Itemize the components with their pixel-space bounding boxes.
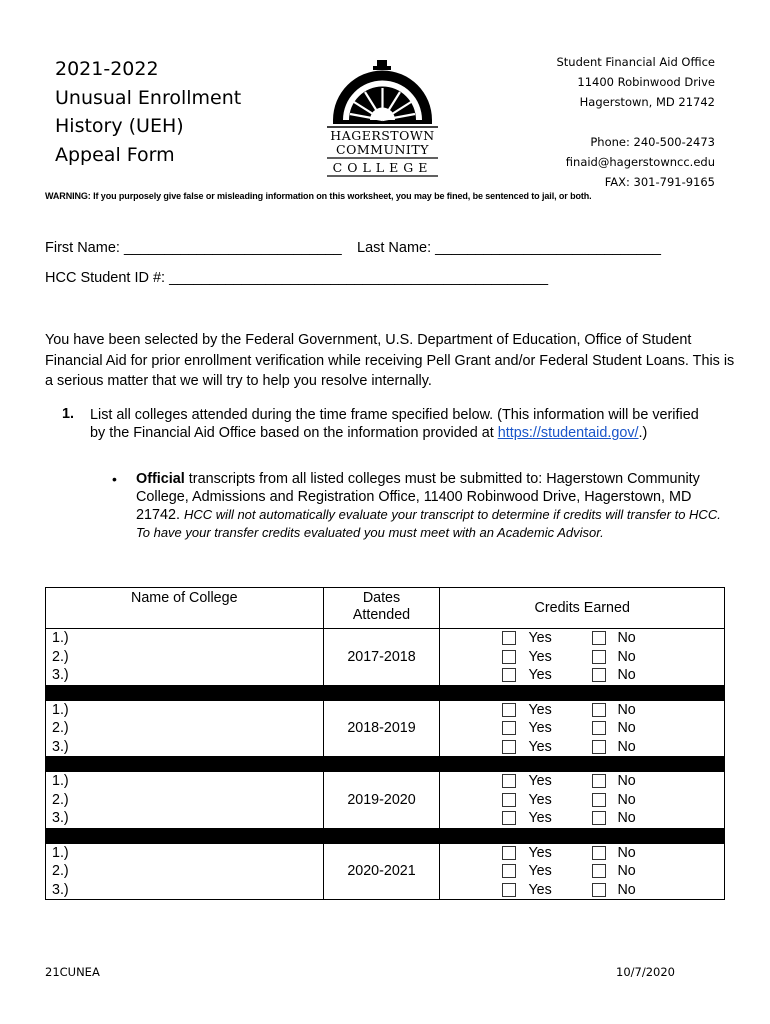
- item-number: 1.: [62, 406, 75, 422]
- yes-checkbox[interactable]: [502, 811, 516, 825]
- no-checkbox[interactable]: [592, 668, 606, 682]
- no-label: No: [617, 630, 636, 646]
- no-checkbox[interactable]: [592, 864, 606, 878]
- credits-row: [440, 809, 724, 828]
- row-label: 3.): [52, 881, 69, 898]
- yes-label: Yes: [528, 810, 552, 826]
- contact-info: [556, 52, 715, 192]
- divider-cell: [46, 685, 324, 700]
- college-name-cell[interactable]: [46, 843, 324, 900]
- college-name-cell[interactable]: [46, 772, 324, 829]
- no-label: No: [617, 881, 636, 898]
- divider-cell: [440, 828, 725, 843]
- year-range: 2020-2021: [323, 843, 440, 900]
- college-name-cell[interactable]: [46, 629, 324, 686]
- intro-paragraph: You have been selected by the Federal Government, U.S. Department of Education, Office of Student Financial Aid for prior enrollment verification while receiving Pell Grant and/or Federal Student Loans. This is a serious matter that we will try to help you resolve internally.: [45, 332, 735, 389]
- yes-checkbox[interactable]: [502, 774, 516, 788]
- divider-cell: [46, 757, 324, 772]
- no-checkbox[interactable]: [592, 811, 606, 825]
- college-logo: [325, 58, 440, 178]
- form-code: 21CUNEA: [45, 965, 100, 979]
- row-label: 3.): [52, 738, 69, 755]
- section-divider: [46, 828, 725, 843]
- yes-label: Yes: [528, 881, 552, 898]
- section-divider: [46, 757, 725, 772]
- yes-checkbox[interactable]: [502, 740, 516, 754]
- credits-row: [440, 648, 724, 667]
- colleges-table: [45, 587, 725, 900]
- credits-row: [440, 772, 724, 791]
- no-checkbox[interactable]: [592, 740, 606, 754]
- item-1-text: [90, 406, 710, 442]
- title-line: History (UEH): [55, 115, 184, 137]
- no-label: No: [617, 773, 636, 789]
- last-name-field[interactable]: Last Name: ____________________________: [357, 240, 661, 256]
- no-checkbox[interactable]: [592, 883, 606, 897]
- no-label: No: [617, 701, 636, 718]
- row-label: 1.): [52, 630, 69, 646]
- form-date: 10/7/2020: [616, 965, 675, 979]
- no-checkbox[interactable]: [592, 631, 606, 645]
- contact-line: Phone: 240-500-2473: [590, 135, 715, 149]
- table-row: [46, 772, 725, 829]
- yes-checkbox[interactable]: [502, 846, 516, 860]
- yes-label: Yes: [528, 844, 552, 861]
- row-label: 2.): [52, 863, 69, 879]
- title-line: 2021-2022: [55, 58, 159, 80]
- yes-checkbox[interactable]: [502, 650, 516, 664]
- yes-checkbox[interactable]: [502, 703, 516, 717]
- row-label: 2.): [52, 720, 69, 736]
- no-label: No: [617, 810, 636, 826]
- no-label: No: [617, 720, 636, 736]
- studentaid-link[interactable]: https://studentaid.gov/: [497, 425, 639, 441]
- yes-label: Yes: [528, 863, 552, 879]
- header-dates-attended: [323, 588, 440, 629]
- credits-cell: [440, 629, 725, 686]
- no-label: No: [617, 844, 636, 861]
- no-checkbox[interactable]: [592, 793, 606, 807]
- yes-checkbox[interactable]: [502, 721, 516, 735]
- no-checkbox[interactable]: [592, 650, 606, 664]
- table-row: [46, 700, 725, 757]
- header-credits-earned: Credits Earned: [440, 588, 725, 629]
- official-label: Official: [136, 471, 185, 487]
- no-label: No: [617, 667, 636, 683]
- header-name-of-college: Name of College: [46, 588, 324, 629]
- contact-line: finaid@hagerstowncc.edu: [565, 155, 715, 169]
- no-label: No: [617, 791, 636, 808]
- divider-cell: [440, 757, 725, 772]
- no-checkbox[interactable]: [592, 774, 606, 788]
- credits-row: [440, 791, 724, 810]
- yes-label: Yes: [528, 773, 552, 789]
- transcript-note: [136, 470, 726, 542]
- divider-cell: [323, 757, 440, 772]
- no-label: No: [617, 863, 636, 879]
- no-checkbox[interactable]: [592, 846, 606, 860]
- row-label: 3.): [52, 810, 69, 826]
- logo-text-line: COMMUNITY: [336, 142, 429, 157]
- contact-line: FAX: 301-791-9165: [604, 175, 715, 189]
- divider-cell: [46, 828, 324, 843]
- credits-row: [440, 629, 724, 648]
- credits-row: [440, 738, 724, 757]
- no-checkbox[interactable]: [592, 721, 606, 735]
- no-label: No: [617, 648, 636, 665]
- row-label: 1.): [52, 701, 69, 718]
- table-row: [46, 629, 725, 686]
- credits-row: [440, 862, 724, 881]
- no-checkbox[interactable]: [592, 703, 606, 717]
- contact-spacer: [556, 112, 715, 132]
- logo-text-line: HAGERSTOWN: [330, 128, 435, 143]
- bullet-icon: •: [112, 471, 117, 487]
- yes-label: Yes: [528, 791, 552, 808]
- row-label: 3.): [52, 667, 69, 683]
- year-range: 2019-2020: [323, 772, 440, 829]
- credits-row: [440, 844, 724, 863]
- credits-row: [440, 666, 724, 685]
- credits-cell: [440, 700, 725, 757]
- yes-label: Yes: [528, 648, 552, 665]
- yes-checkbox[interactable]: [502, 631, 516, 645]
- credits-row: [440, 701, 724, 720]
- contact-line: Hagerstown, MD 21742: [579, 95, 715, 109]
- year-range: 2017-2018: [323, 629, 440, 686]
- contact-line: Student Financial Aid Office: [556, 55, 715, 69]
- contact-line: 11400 Robinwood Drive: [577, 75, 715, 89]
- yes-label: Yes: [528, 720, 552, 736]
- title-line: Unusual Enrollment: [55, 86, 242, 109]
- yes-checkbox[interactable]: [502, 883, 516, 897]
- item-1-after: .): [638, 425, 648, 441]
- yes-checkbox[interactable]: [502, 668, 516, 682]
- title-line: Appeal Form: [55, 143, 175, 166]
- row-label: 2.): [52, 648, 69, 665]
- row-label: 1.): [52, 844, 69, 861]
- divider-cell: [440, 685, 725, 700]
- yes-label: Yes: [528, 667, 552, 683]
- credits-row: [440, 719, 724, 738]
- logo-text-line: COLLEGE: [332, 160, 433, 175]
- yes-label: Yes: [528, 630, 552, 646]
- yes-checkbox[interactable]: [502, 864, 516, 878]
- item-1-body: List all colleges attended during the time frame specified below. (This information will be verified by the Financial Aid Office based on the information provided at: [90, 407, 699, 441]
- college-name-cell[interactable]: [46, 700, 324, 757]
- divider-cell: [323, 685, 440, 700]
- student-id-field[interactable]: HCC Student ID #: _______________________________________________: [45, 270, 549, 286]
- yes-checkbox[interactable]: [502, 793, 516, 807]
- row-label: 2.): [52, 791, 69, 808]
- credits-cell: [440, 843, 725, 900]
- no-label: No: [617, 738, 636, 755]
- yes-label: Yes: [528, 738, 552, 755]
- transcript-italic: HCC will not automatically evaluate your transcript to determine if credits will transfer to HCC. To have your transfer credits evaluated you must meet with an Academic Advisor.: [136, 507, 721, 540]
- header-dates-text: Dates Attended: [352, 590, 411, 623]
- table-header-row: [46, 588, 725, 629]
- section-divider: [46, 685, 725, 700]
- divider-cell: [323, 828, 440, 843]
- transcript-text: transcripts from all listed colleges must be submitted to: Hagerstown Community College, Admissions and Registration Office, 11400 Robinwood Drive, Hagerstown, MD 21742.: [136, 471, 700, 523]
- yes-label: Yes: [528, 701, 552, 718]
- warning-text: WARNING: If you purposely give false or misleading information on this worksheet, you may be fined, be sentenced to jail, or both.: [45, 191, 592, 201]
- table-row: [46, 843, 725, 900]
- credits-cell: [440, 772, 725, 829]
- first-name-field[interactable]: First Name: ___________________________: [45, 240, 342, 256]
- form-title: [55, 55, 241, 169]
- credits-row: [440, 881, 724, 900]
- year-range: 2018-2019: [323, 700, 440, 757]
- row-label: 1.): [52, 773, 69, 789]
